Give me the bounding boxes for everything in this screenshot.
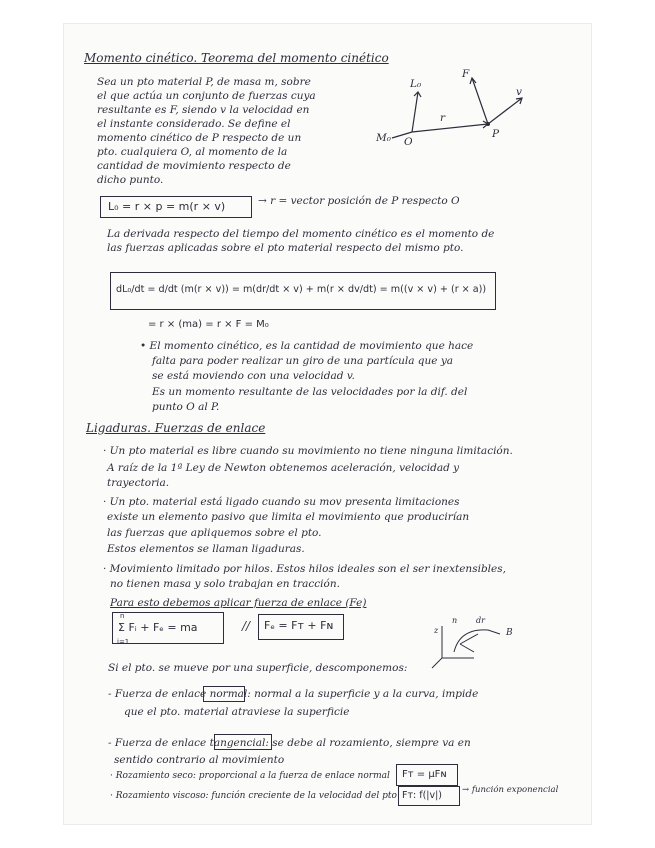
angular-momentum-formula: L₀ = r × p = m(r × v) (108, 200, 226, 213)
explanation-line: punto O al P. (152, 401, 220, 413)
diagram-label-L0: L₀ (410, 78, 422, 90)
normal-highlight-box (203, 686, 245, 702)
text-line: trayectoria. (107, 477, 170, 489)
derivative-formula-result: = r × (ma) = r × F = M₀ (148, 319, 269, 330)
text-line: dicho punto. (97, 174, 164, 186)
text-line: Estos elementos se llaman ligaduras. (107, 543, 305, 555)
tangential-force-line: - Fuerza de enlace tangencial: se debe al rozamiento, siempre va en (108, 737, 471, 749)
diagram-label-r: r (440, 112, 446, 124)
sum-limit-bottom: i=1 (117, 638, 130, 646)
text-line: · Movimiento limitado por hilos. Estos hilos ideales son el ser inextensibles, (103, 563, 506, 575)
explanation-line: se está moviendo con una velocidad v. (152, 370, 355, 382)
section-title-ligaduras: Ligaduras. Fuerzas de enlace (86, 421, 266, 435)
text-line: · Un pto. material está ligado cuando su mov presenta limitaciones (103, 496, 460, 508)
text-line: resultante es F, siendo v la velocidad en (97, 104, 310, 116)
text-line: cantidad de movimiento respecto de (97, 160, 291, 172)
text-line: Sea un pto material P, de masa m, sobre (97, 76, 311, 88)
surface-line: Si el pto. se mueve por una superficie, descomponemos: (108, 662, 408, 674)
sketch-label-dr: dr (476, 616, 485, 625)
diagram-label-F: F (462, 68, 470, 80)
text-line: A raíz de la 1ª Ley de Newton obtenemos aceleración, velocidad y (107, 462, 460, 474)
tangential-force-line: sentido contrario al movimiento (114, 754, 285, 766)
tangential-highlight-box (214, 734, 272, 750)
diagram-label-P: P (492, 128, 500, 140)
text-line: existe un elemento pasivo que limita el movimiento que producirían (107, 511, 470, 523)
text-line: momento cinético de P respecto de un (97, 132, 302, 144)
diagram-label-M0: M₀ (376, 132, 391, 144)
text-line: las fuerzas que apliquemos sobre el pto. (107, 527, 322, 539)
section-title-momento-cinetico: Momento cinético. Teorema del momento cinético (84, 51, 389, 65)
text-line: Para esto debemos aplicar fuerza de enlace (Fe) (110, 597, 367, 609)
text-line: el instante considerado. Se define el (97, 118, 291, 130)
derivative-intro-line: las fuerzas aplicadas sobre el pto material respecto del mismo pto. (107, 242, 464, 254)
trajectory-sketch (430, 614, 520, 674)
text-line: no tienen masa y solo trabajan en tracción. (110, 578, 340, 590)
parallel-separator: // (242, 619, 251, 633)
position-vector-note: → r = vector posición de P respecto O (258, 195, 460, 207)
normal-force-line: - Fuerza de enlace normal: normal a la superficie y a la curva, impide (108, 688, 479, 700)
text-line: el que actúa un conjunto de fuerzas cuya (97, 90, 316, 102)
enlace-force-equation: Fₑ = Fᴛ + Fɴ (264, 619, 334, 632)
viscoso-note: → función exponencial (462, 785, 559, 795)
derivative-intro-line: La derivada respecto del tiempo del momento cinético es el momento de (107, 228, 495, 240)
rozamiento-seco-line: · Rozamiento seco: proporcional a la fuerza de enlace normal (110, 771, 390, 781)
sketch-label-B: B (506, 628, 513, 638)
viscoso-formula: Fᴛ: f(|v|) (402, 790, 442, 801)
sketch-label-n: n (452, 616, 458, 625)
sum-limit-top: n (120, 612, 125, 620)
diagram-label-v: v (516, 86, 522, 98)
text-line: pto. cualquiera O, al momento de la (97, 146, 288, 158)
normal-force-line: que el pto. material atraviese la superficie (124, 706, 350, 718)
seco-formula: Fᴛ = μFɴ (402, 769, 447, 780)
diagram-label-O: O (404, 136, 413, 148)
explanation-line: falta para poder realizar un giro de una partícula que ya (152, 355, 454, 367)
explanation-bullet: • El momento cinético, es la cantidad de movimiento que hace (140, 340, 474, 352)
explanation-line: Es un momento resultante de las velocidades por la dif. del (152, 386, 468, 398)
rozamiento-viscoso-line: · Rozamiento viscoso: función creciente de la velocidad del pto (110, 791, 397, 801)
momentum-vector-diagram (370, 58, 545, 158)
text-line: · Un pto material es libre cuando su movimiento no tiene ninguna limitación. (103, 445, 513, 457)
derivative-formula: dL₀/dt = d/dt (m(r × v)) = m(dr/dt × v) + m(r × dv/dt) = m((v × v) + (r × a)) (116, 284, 487, 295)
force-sum-equation: Σ Fᵢ + Fₑ = ma (118, 621, 198, 634)
sketch-label-z: z (434, 626, 439, 635)
